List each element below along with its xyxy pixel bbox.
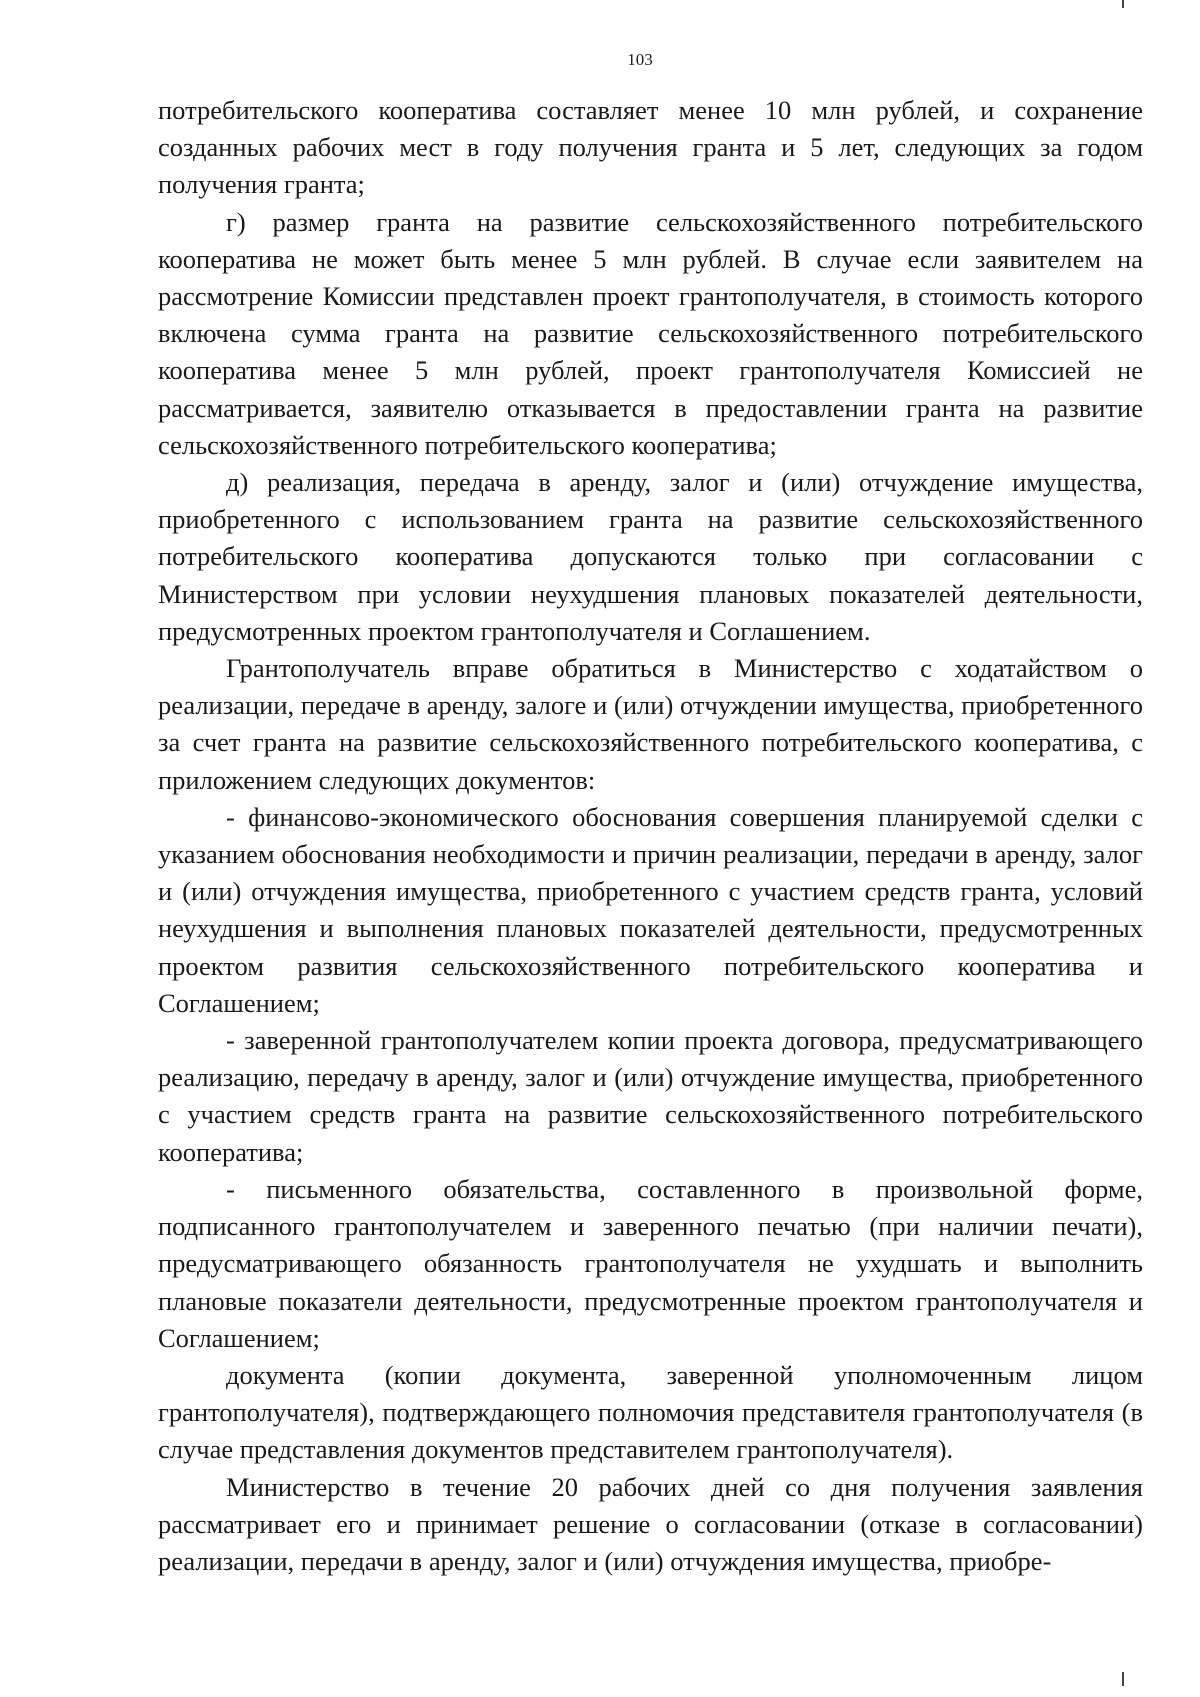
paragraph: Грантополучатель вправе обратиться в Министерство с ходатайством о реализации, передаче в аренду, залоге и (или) отчуждении имущества, приобретенного за счет гранта на развитие сельскохозяйственного потребительского кооператива, с приложением следующих документов: [158, 653, 1143, 795]
list-item-paragraph: - заверенной грантополучателем копии проекта договора, предусматривающего реализацию, передачу в аренду, залог и (или) отчуждение имущества, приобретенного с участием средств гранта на развитие сельскохозяйственного потребительского кооператива; [158, 1025, 1143, 1167]
paragraph: потребительского кооператива составляет менее 10 млн рублей, и сохранение созданных рабочих мест в году получения гранта и 5 лет, следующих за годом получения гранта; [158, 95, 1143, 200]
list-item-paragraph: - письменного обязательства, составленного в произвольной форме, подписанного грантополучателем и заверенного печатью (при наличии печати), предусматривающего обязанность грантополучателя не ухудшать и выполнить плановые показатели деятельности, предусмотренные проектом грантополучателя и Соглашением; [158, 1173, 1143, 1353]
paragraph: г) размер гранта на развитие сельскохозяйственного потребительского кооператива не может быть менее 5 млн рублей. В случае если заявителем на рассмотрение Комиссии представлен проект грантополучателя, в стоимость которого включена сумма гранта на развитие сельскохозяйственного потребительского кооператива менее 5 млн рублей, проект грантополучателя Комиссией не рассматривается, заявителю отказывается в предоставлении гранта на развитие сельскохозяйственного потребительского кооператива; [158, 206, 1143, 460]
paragraph: Министерство в течение 20 рабочих дней со дня получения заявления рассматривает его и принимает решение о согласовании (отказе в согласовании) реализации, передачи в аренду, залог и (или) отчуждения имущества, приобре- [158, 1471, 1143, 1576]
list-item-paragraph: документа (копии документа, заверенной уполномоченным лицом грантополучателя), подтверждающего полномочия представителя грантополучателя (в случае представления документов представителем грантополучателя). [158, 1359, 1143, 1465]
paragraph: д) реализация, передача в аренду, залог и (или) отчуждение имущества, приобретенного с использованием гранта на развитие сельскохозяйственного потребительского кооператива допускаются только при согласовании с Министерством при условии неухудшения плановых показателей деятельности, предусмотренных проектом грантополучателя и Соглашением. [158, 467, 1143, 646]
list-item-paragraph: - финансово-экономического обоснования совершения планируемой сделки с указанием обоснования необходимости и причин реализации, передачи в аренду, залог и (или) отчуждения имущества, приобретенного с участием средств гранта, условий неухудшения и выполнения плановых показателей деятельности, предусмотренных проектом развития сельскохозяйственного потребительского кооператива и Соглашением; [158, 801, 1143, 1018]
scan-artifact-top-right [1122, 0, 1124, 8]
scan-artifact-bottom-right [1122, 1672, 1124, 1686]
page-number: 103 [627, 50, 653, 69]
body-text [158, 92, 1143, 1580]
